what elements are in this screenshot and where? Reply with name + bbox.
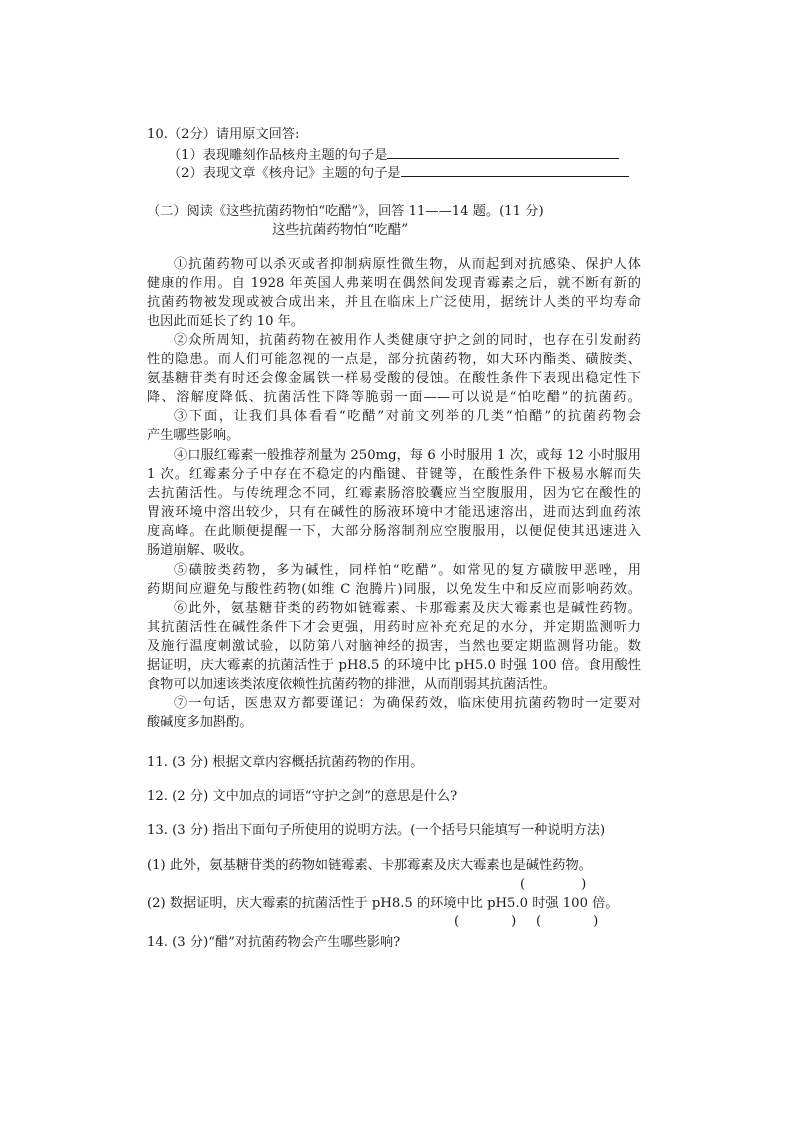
- q13-item-1: (1) 此外，氨基糖苷类的药物如链霉素、卡那霉素及庆大霉素也是碱性药物。: [147, 858, 592, 873]
- article-line: 肠道崩解、吸收。: [147, 543, 253, 558]
- article-line: 药期间应避免与酸性药物(如维 C 泡腾片)同服，以免发生中和反应而影响药效。: [147, 582, 641, 597]
- article-line: 去抗菌活性。与传统理念不同，红霉素肠溶胶囊应当空腹服用，因为它在酸性的: [147, 486, 641, 501]
- article-line: 1 次。红霉素分子中存在不稳定的内酯键、苷键等，在酸性条件下极易水解而失: [147, 467, 641, 482]
- article-line: 其抗菌活性在碱性条件下才会更强，用药时应补充充足的水分，并定期监测听力: [147, 620, 641, 635]
- article-line: 降、溶解度降低、抗菌活性下降等脆弱一面——可以说是“怕吃醋”的抗菌药。: [147, 390, 641, 405]
- article-line: ⑦一句话，医患双方都要谨记：为确保药效，临床使用抗菌药物时一定要对: [174, 696, 641, 711]
- q10-answer-blank-1[interactable]: [387, 145, 619, 159]
- q12: 12. (2 分) 文中加点的词语“守护之剑”的意思是什么?: [147, 789, 458, 804]
- article-line: 产生哪些影响。: [147, 428, 240, 443]
- bracket-close: ): [593, 914, 599, 929]
- q10-sub2: [168, 163, 629, 183]
- answer-bracket-3[interactable]: [536, 913, 598, 931]
- article-title: 这些抗菌药物怕“吃醋”: [272, 222, 409, 238]
- article-line: ③下面，让我们具体看看“吃醋”对前文列举的几类“怕醋”的抗菌药物会: [174, 409, 641, 424]
- q11: 11. (3 分) 根据文章内容概括抗菌药物的作用。: [147, 755, 424, 770]
- q13-item-2: (2) 数据证明，庆大霉素的抗菌活性于 pH8.5 的环境中比 pH5.0 时强 100 倍。: [147, 896, 619, 911]
- article-line: ⑥此外，氨基糖苷类的药物如链霉素、卡那霉素及庆大霉素也是碱性药物。: [174, 601, 641, 616]
- bracket-close: ): [511, 914, 517, 929]
- article-line: 健康的作用。自 1928 年英国人弗莱明在偶然间发现青霉素之后，就不断有新的: [147, 276, 641, 291]
- q10-sub2-text: （2）表现文章《核舟记》主题的句子是: [168, 166, 401, 181]
- bracket-open: (: [520, 877, 526, 892]
- article-line: 性的隐患。而人们可能忽视的一点是，部分抗菌药物，如大环内酯类、磺胺类、: [147, 352, 641, 367]
- q14: 14. (3 分)“醋”对抗菌药物会产生哪些影响?: [147, 935, 401, 950]
- q10-answer-blank-2[interactable]: [401, 163, 629, 177]
- bracket-open: (: [536, 914, 542, 929]
- article-line: 胃液环境中溶出较少，只有在碱性的肠液环境中才能迅速溶出，进而达到血药浓: [147, 505, 641, 520]
- q10-heading: 10.（2分）请用原文回答:: [147, 127, 300, 142]
- article-line: 也因此而延长了约 10 年。: [147, 314, 305, 329]
- q13: 13. (3 分) 指出下面句子所使用的说明方法。(一个括号只能填写一种说明方法): [147, 823, 606, 838]
- article-line: 抗菌药物被发现或被合成出来，并且在临床上广泛使用，据统计人类的平均寿命: [147, 295, 641, 310]
- article-line: 酸碱度多加斟酌。: [147, 715, 253, 730]
- article-line: 氨基糖苷类有时还会像金属铁一样易受酸的侵蚀。在酸性条件下表现出稳定性下: [147, 371, 641, 386]
- answer-bracket-2[interactable]: [454, 913, 516, 931]
- article-line: 度高峰。在此顺便提醒一下，大部分肠溶制剂应空腹服用，以便促使其迅速进入: [147, 524, 641, 539]
- article-line: 食物可以加速该类浓度依赖性抗菌药物的排泄，从而削弱其抗菌活性。: [147, 677, 556, 692]
- article-line: ⑤磺胺类药物，多为碱性，同样怕“吃醋”。如常见的复方磺胺甲恶唑，用: [174, 563, 641, 578]
- article-line: 据证明，庆大霉素的抗菌活性于 pH8.5 的环境中比 pH5.0 时强 100 倍。食用酸性: [147, 658, 641, 673]
- answer-bracket-1[interactable]: [520, 876, 586, 894]
- bracket-close: ): [581, 877, 587, 892]
- bracket-open: (: [454, 914, 460, 929]
- article-line: 及施行温度刺激试验，以防第八对脑神经的损害，当然也要定期监测肾功能。数: [147, 639, 641, 654]
- article-line: ②众所周知，抗菌药物在被用作人类健康守护之剑的同时，也存在引发耐药: [174, 333, 641, 348]
- q10-sub1: [168, 145, 619, 165]
- article-line: ④口服红霉素一般推荐剂量为 250mg，每 6 小时服用 1 次，或每 12 小时服用: [174, 448, 641, 463]
- article-line: ①抗菌药物可以杀灭或者抑制病原性微生物，从而起到对抗感染、保护人体: [174, 257, 641, 272]
- q10-sub1-text: （1）表现雕刻作品核舟主题的句子是: [168, 148, 388, 163]
- section2-intro: （二）阅读《这些抗菌药物怕“吃醋”》，回答 11——14 题。(11 分): [147, 204, 544, 219]
